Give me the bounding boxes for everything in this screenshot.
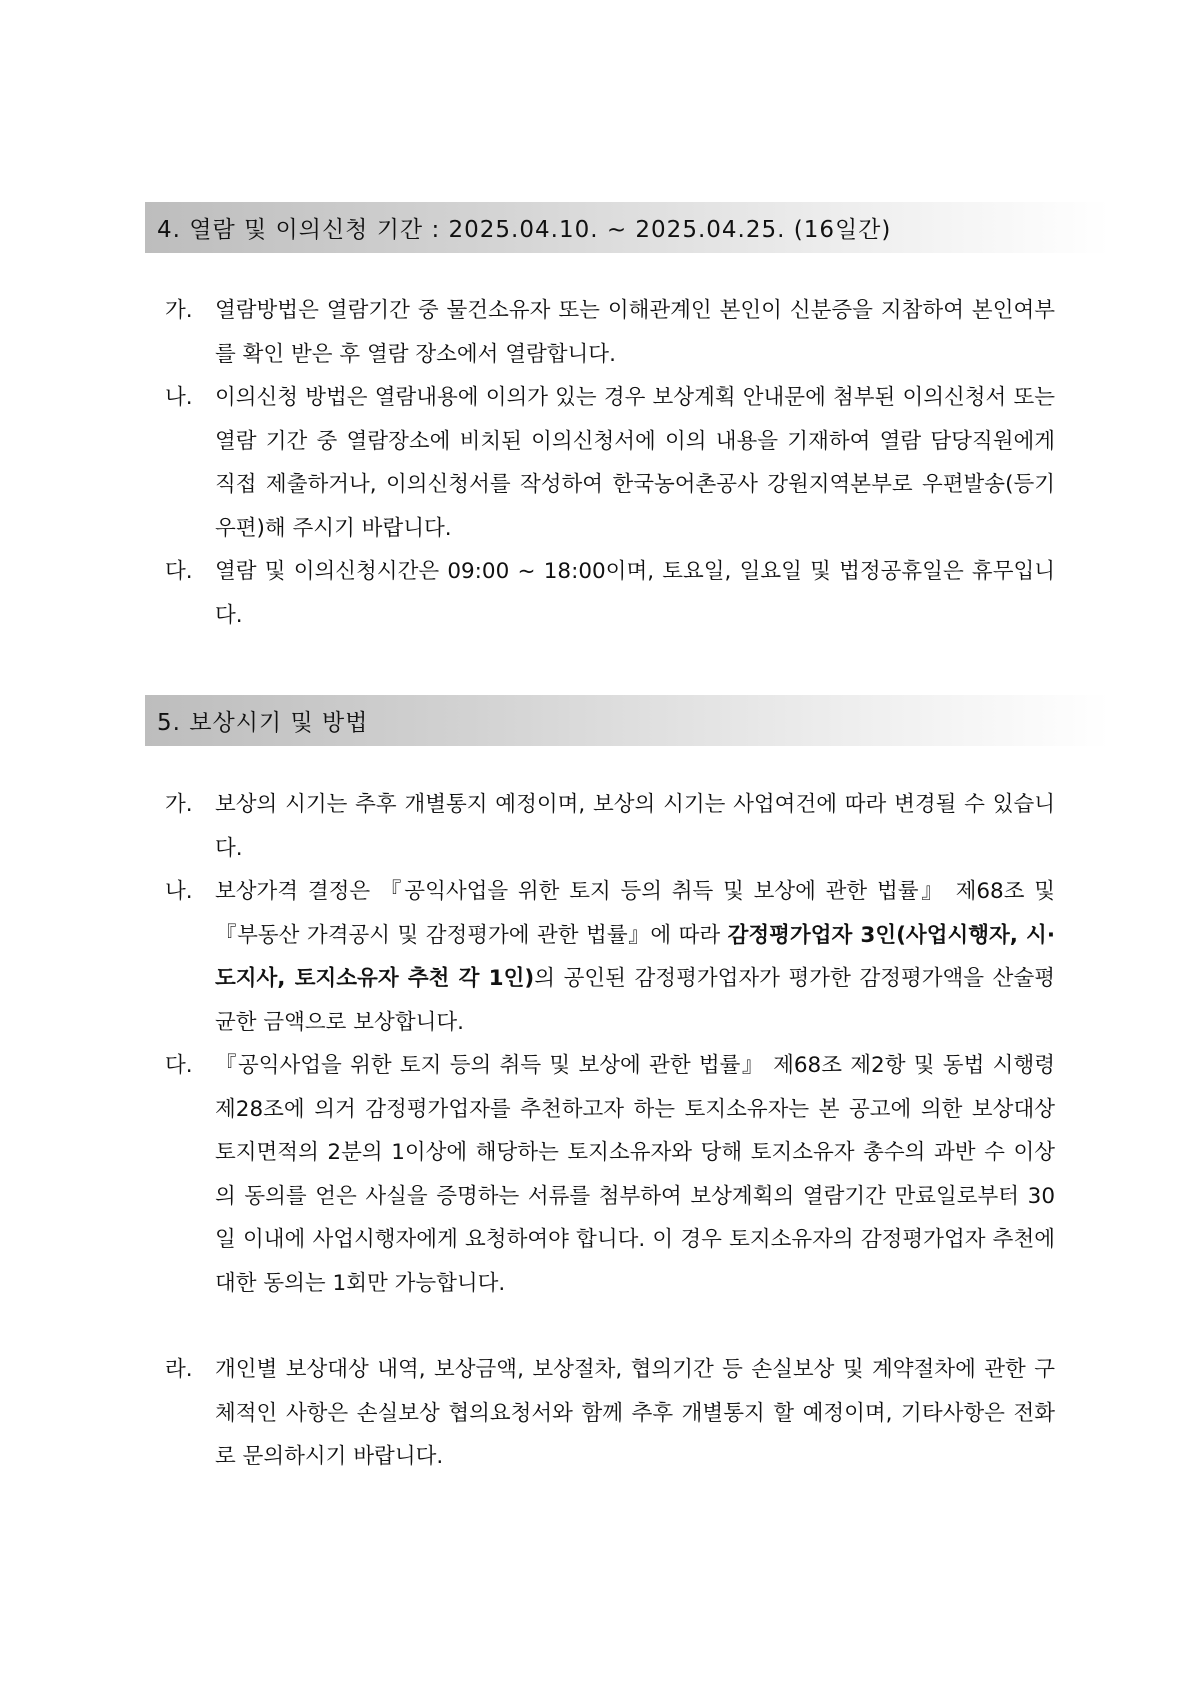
item-text: 열람 및 이의신청시간은 09:00 ~ 18:00이며, 토요일, 일요일 및 법정공휴일은 휴무입니다. <box>215 559 1055 628</box>
item-text: 『공익사업을 위한 토지 등의 취득 및 보상에 관한 법률』 제68조 제2항 및 동법 시행령 제28조에 의거 감정평가업자를 추천하고자 하는 토지소유자는 본 공고에 의한 보상대상 토지면적의 2분의 1이상에 해당하는 토지소유자와 당해 토지소유자 총수의 과반 수 이상의 동의를 얻은 사실을 증명하는 서류를 첨부하여 보상계획의 열람기간 만료일로부터 30일 이내에 사업시행자에게 요청하여야 합니다. 이 경우 토지소유자의 감정평가업자 추천에 대한 동의는 1회만 가능합니다. <box>215 1053 1055 1296</box>
section-4-item-na <box>165 376 1055 550</box>
item-marker: 라. <box>165 1357 193 1382</box>
section-5-heading <box>145 695 1110 746</box>
item-text <box>215 870 1055 1044</box>
item-text-bold: 감정평가업자 3인(사업시행자, 시·도지사, 토지소유자 추천 각 1인) <box>215 922 1055 991</box>
item-marker: 나. <box>165 879 193 904</box>
item-text-before: 보상가격 결정은 『공익사업을 위한 토지 등의 취득 및 보상에 관한 법률』 제68조 및 『부동산 가격공시 및 감정평가에 관한 법률』에 따라 <box>215 879 1055 948</box>
section-4-item-da <box>165 550 1055 637</box>
section-4-item-ga <box>165 289 1055 376</box>
item-marker: 가. <box>165 298 193 323</box>
section-4-heading <box>145 202 1110 253</box>
section-4-heading-text: 4. 열람 및 이의신청 기간 : 2025.04.10. ~ 2025.04.25. (16일간) <box>157 217 892 243</box>
item-marker: 다. <box>165 559 193 584</box>
item-text-after: 의 공인된 감정평가업자가 평가한 감정평가액을 산술평균한 금액으로 보상합니다. <box>215 966 1055 1035</box>
item-marker: 가. <box>165 792 193 817</box>
section-5-heading-text: 5. 보상시기 및 방법 <box>157 710 369 736</box>
item-text: 이의신청 방법은 열람내용에 이의가 있는 경우 보상계획 안내문에 첨부된 이의신청서 또는 열람 기간 중 열람장소에 비치된 이의신청서에 이의 내용을 기재하여 열람 담당직원에게 직접 제출하거나, 이의신청서를 작성하여 한국농어촌공사 강원지역본부로 우편발송(등기우편)해 주시기 바랍니다. <box>215 385 1055 541</box>
item-marker: 다. <box>165 1053 193 1078</box>
section-5-item-na <box>165 870 1055 1044</box>
item-text: 보상의 시기는 추후 개별통지 예정이며, 보상의 시기는 사업여건에 따라 변경될 수 있습니다. <box>215 792 1055 861</box>
section-5-item-da <box>165 1044 1055 1305</box>
item-text: 열람방법은 열람기간 중 물건소유자 또는 이해관계인 본인이 신분증을 지참하여 본인여부를 확인 받은 후 열람 장소에서 열람합니다. <box>215 298 1055 367</box>
item-text: 개인별 보상대상 내역, 보상금액, 보상절차, 협의기간 등 손실보상 및 계약절차에 관한 구체적인 사항은 손실보상 협의요청서와 함께 추후 개별통지 할 예정이며, 기타사항은 전화로 문의하시기 바랍니다. <box>215 1357 1055 1469</box>
section-5-item-ga <box>165 783 1055 870</box>
section-5-item-ra <box>165 1348 1055 1479</box>
item-marker: 나. <box>165 385 193 410</box>
